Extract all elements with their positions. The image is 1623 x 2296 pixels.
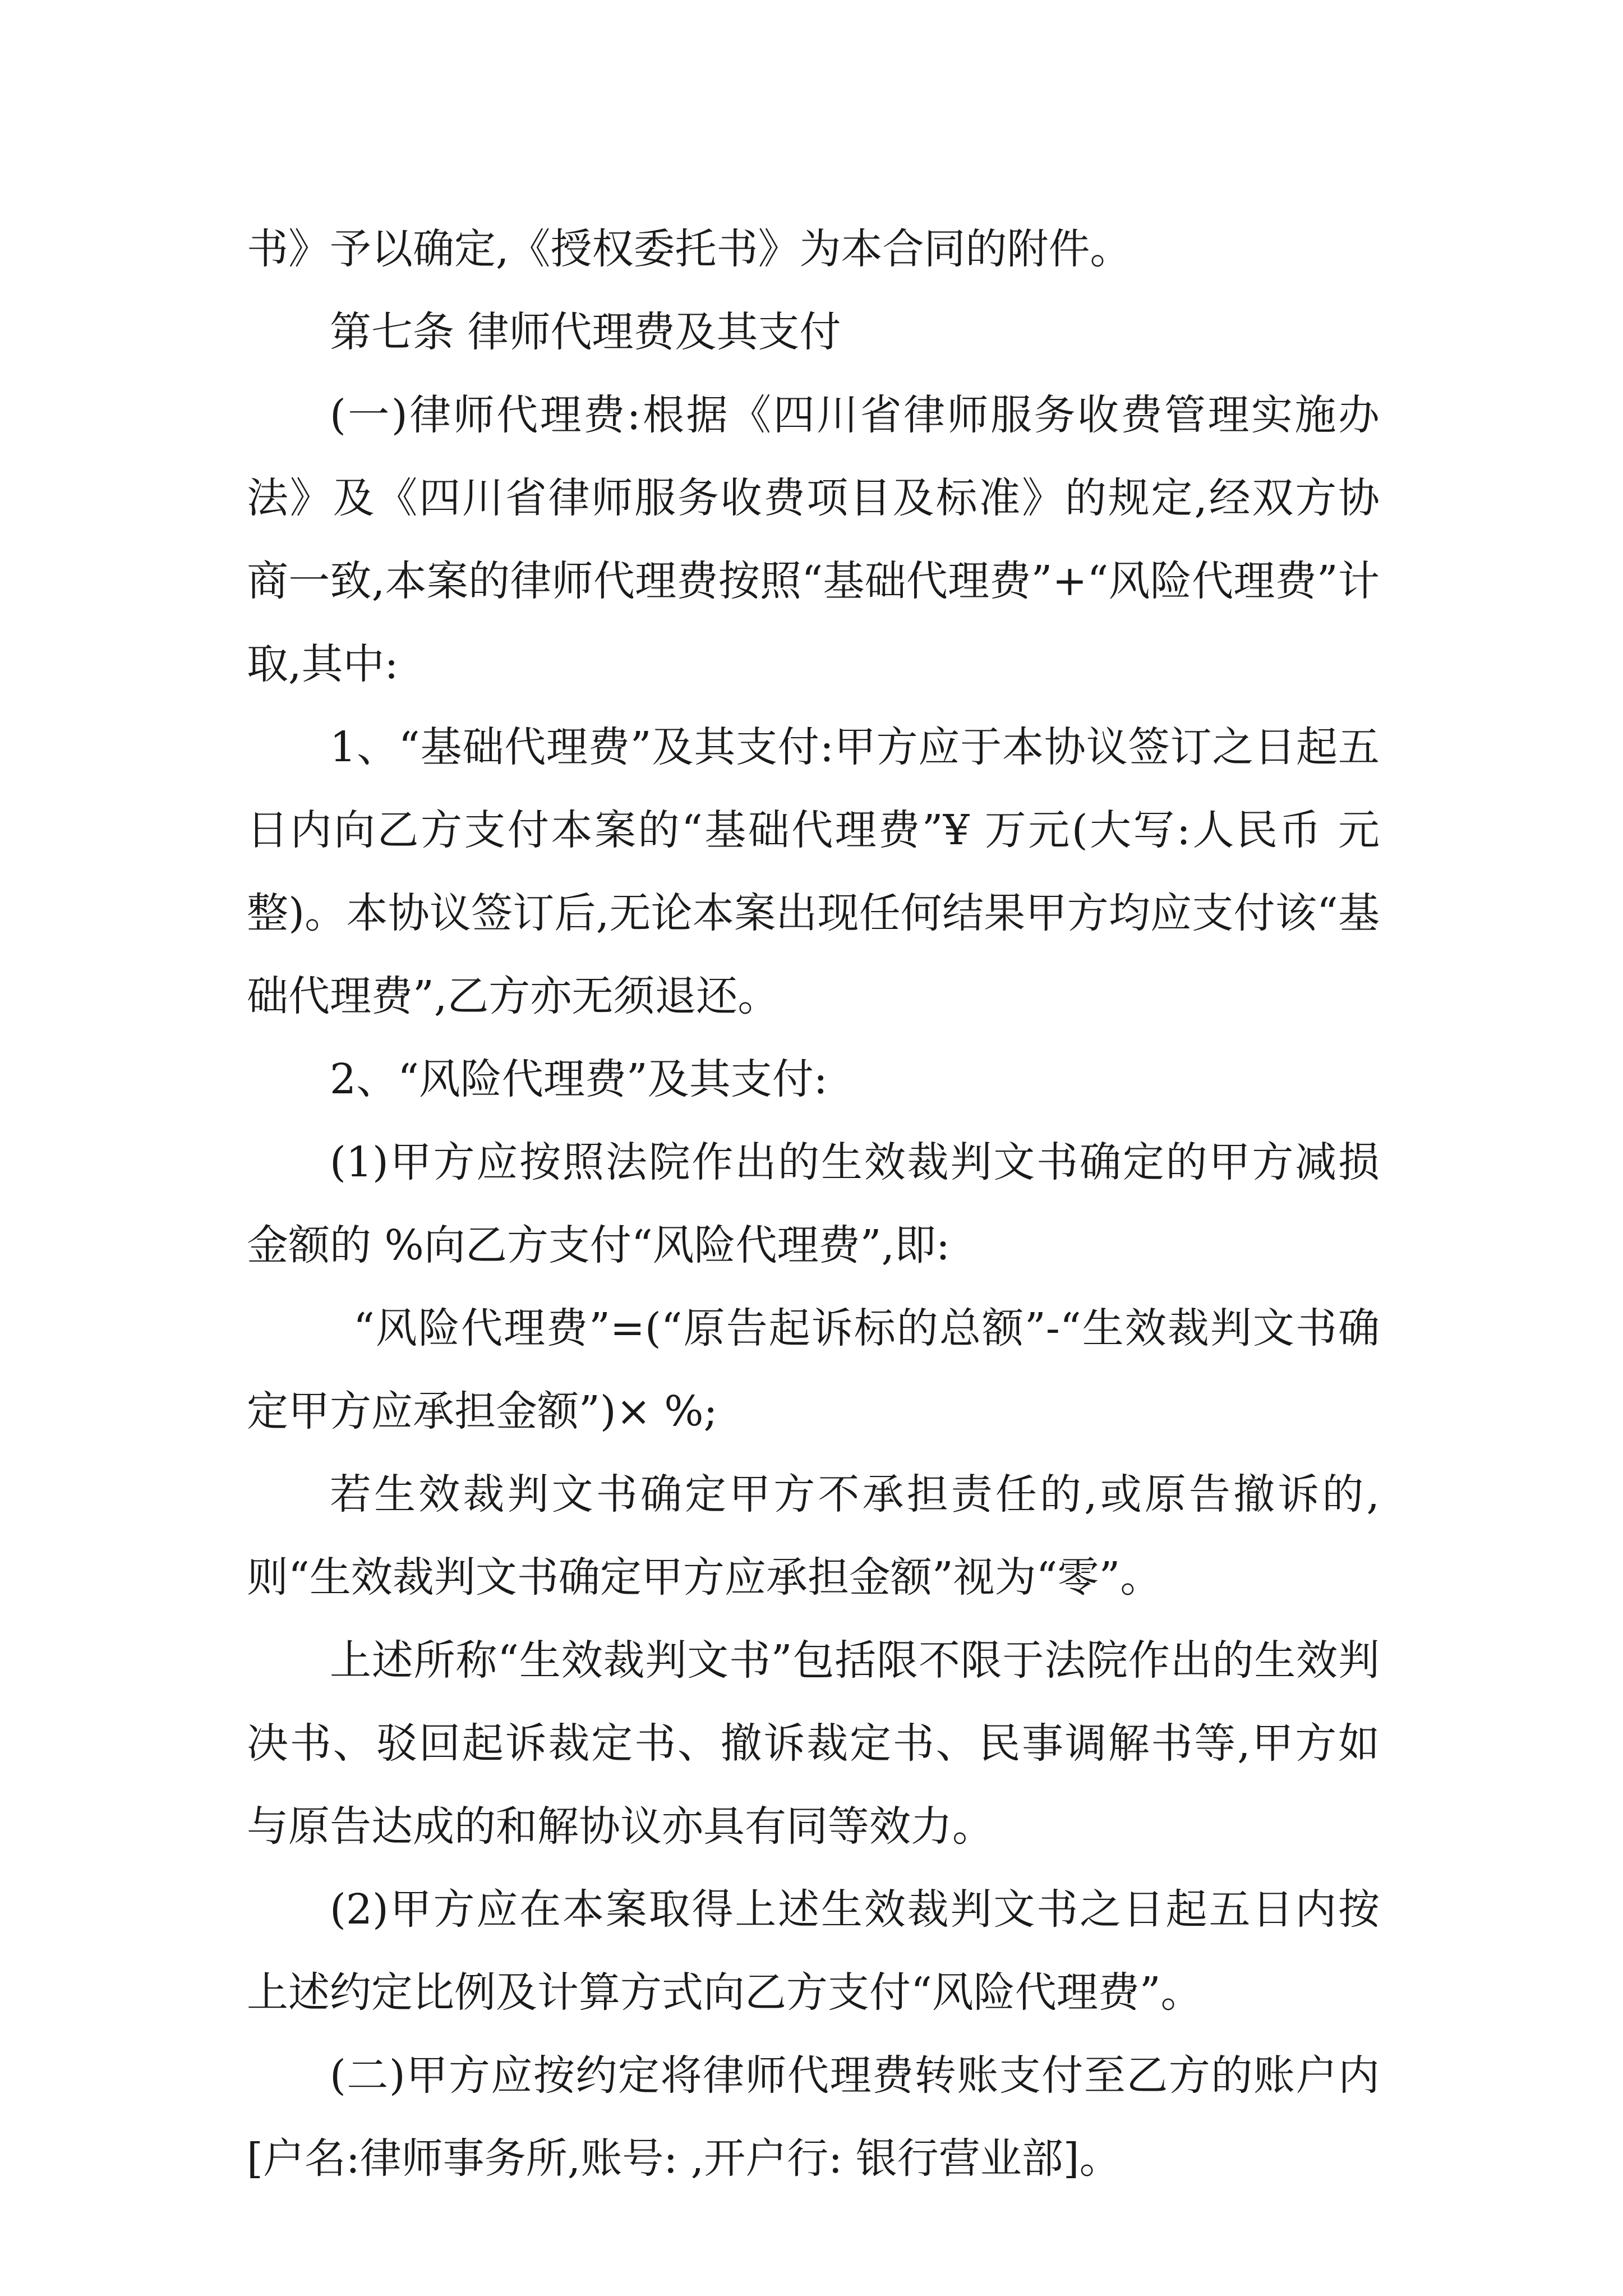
paragraph-fee-basis: (一)律师代理费:根据《四川省律师服务收费管理实施办法》及《四川省律师服务收费项目及标准》的规定,经双方协商一致,本案的律师代理费按照“基础代理费”+“风险代理费”计取,其中: <box>247 391 1380 688</box>
paragraph-judgment-definition: 上述所称“生效裁判文书”包括限不限于法院作出的生效判决书、驳回起诉裁定书、撤诉裁定书、民事调解书等,甲方如与原告达成的和解协议亦具有同等效力。 <box>247 1636 1380 1851</box>
paragraph-risk-fee-heading: 2、“风险代理费”及其支付: <box>330 1055 828 1103</box>
paragraph-risk-fee-rate: (1)甲方应按照法院作出的生效裁判文书确定的甲方减损金额的 %向乙方支付“风险代理费”,即: <box>247 1138 1380 1269</box>
paragraph-base-fee: 1、“基础代理费”及其支付:甲方应于本协议签订之日起五日内向乙方支付本案的“基础代理费”¥ 万元(大写:人民币 元整)。本协议签订后,无论本案出现任何结果甲方均应支付该“基础代理费”,乙方亦无须退还。 <box>247 723 1380 1020</box>
paragraph-risk-fee-formula: “风险代理费”=(“原告起诉标的总额”-“生效裁判文书确定甲方应承担金额”)× %; <box>247 1304 1380 1435</box>
paragraph-risk-fee-payment: (2)甲方应在本案取得上述生效裁判文书之日起五日内按上述约定比例及计算方式向乙方支付“风险代理费”。 <box>247 1885 1380 2017</box>
paragraph-zero-liability: 若生效裁判文书确定甲方不承担责任的,或原告撤诉的,则“生效裁判文书确定甲方应承担金额”视为“零”。 <box>247 1470 1380 1602</box>
paragraph-attachment-note: 书》予以确定,《授权委托书》为本合同的附件。 <box>247 225 1132 273</box>
paragraph-bank-account: (二)甲方应按约定将律师代理费转账支付至乙方的账户内[户名:律师事务所,账号: ,开户行: 银行营业部]。 <box>247 2051 1380 2183</box>
article-7-heading: 第七条 律师代理费及其支付 <box>330 308 841 356</box>
document-body <box>247 208 1380 2200</box>
